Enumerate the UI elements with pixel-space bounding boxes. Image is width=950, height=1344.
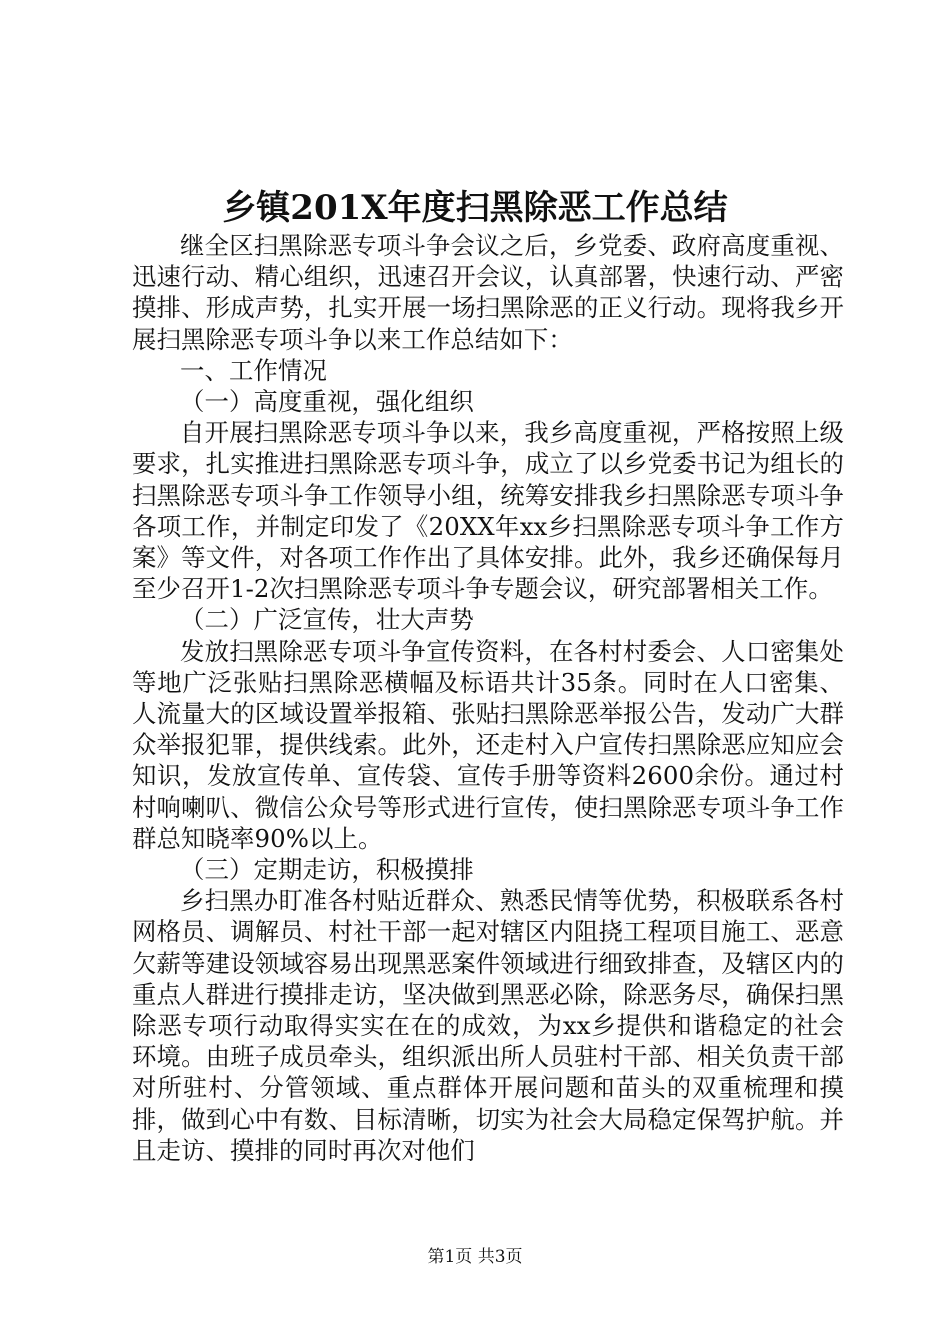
subsection-heading-2: （二）广泛宣传，壮大声势 — [180, 605, 474, 635]
subsection-heading-3: （三）定期走访，积极摸排 — [180, 855, 474, 885]
document-body — [132, 230, 844, 1166]
paragraph-intro: 继全区扫黑除恶专项斗争会议之后，乡党委、政府高度重视、迅速行动、精心组织，迅速召开会议，认真部署，快速行动、严密摸排、形成声势，扎实开展一场扫黑除恶的正义行动。现将我乡开展扫黑除恶专项斗争以来工作总结如下： — [132, 231, 844, 354]
document-title: 乡镇201X年度扫黑除恶工作总结 — [222, 188, 728, 228]
subsection-heading-1: （一）高度重视，强化组织 — [180, 387, 474, 417]
paragraph-publicity: 发放扫黑除恶专项斗争宣传资料，在各村村委会、人口密集处等地广泛张贴扫黑除恶横幅及标语共计35条。同时在人口密集、人流量大的区域设置举报箱、张贴扫黑除恶举报公告，发动广大群众举报犯罪，提供线索。此外，还走村入户宣传扫黑除恶应知应会知识，发放宣传单、宣传袋、宣传手册等资料2600余份。通过村村响喇叭、微信公众号等形式进行宣传，使扫黑除恶专项斗争工作群总知晓率90%以上。 — [132, 636, 844, 853]
section-heading-work-status: 一、工作情况 — [180, 355, 327, 385]
paragraph-organization: 自开展扫黑除恶专项斗争以来，我乡高度重视，严格按照上级要求，扎实推进扫黑除恶专项斗争，成立了以乡党委书记为组长的扫黑除恶专项斗争工作领导小组，统筹安排我乡扫黑除恶专项斗争各项工作，并制定印发了《20XX年xx乡扫黑除恶专项斗争工作方案》等文件，对各项工作作出了具体安排。此外，我乡还确保每月至少召开1-2次扫黑除恶专项斗争专题会议，研究部署相关工作。 — [132, 418, 844, 604]
paragraph-visits: 乡扫黑办盯准各村贴近群众、熟悉民情等优势，积极联系各村网格员、调解员、村社干部一起对辖区内阻挠工程项目施工、恶意欠薪等建设领域容易出现黑恶案件领域进行细致排查，及辖区内的重点人群进行摸排走访，坚决做到黑恶必除，除恶务尽，确保扫黑除恶专项行动取得实实在在的成效，为xx乡提供和谐稳定的社会环境。由班子成员牵头，组织派出所人员驻村干部、相关负责干部对所驻村、分管领域、重点群体开展问题和苗头的双重梳理和摸排，做到心中有数、目标清晰，切实为社会大局稳定保驾护航。并且走访、摸排的同时再次对他们 — [132, 886, 844, 1165]
page-number: 第1页 共3页 — [427, 1247, 523, 1267]
